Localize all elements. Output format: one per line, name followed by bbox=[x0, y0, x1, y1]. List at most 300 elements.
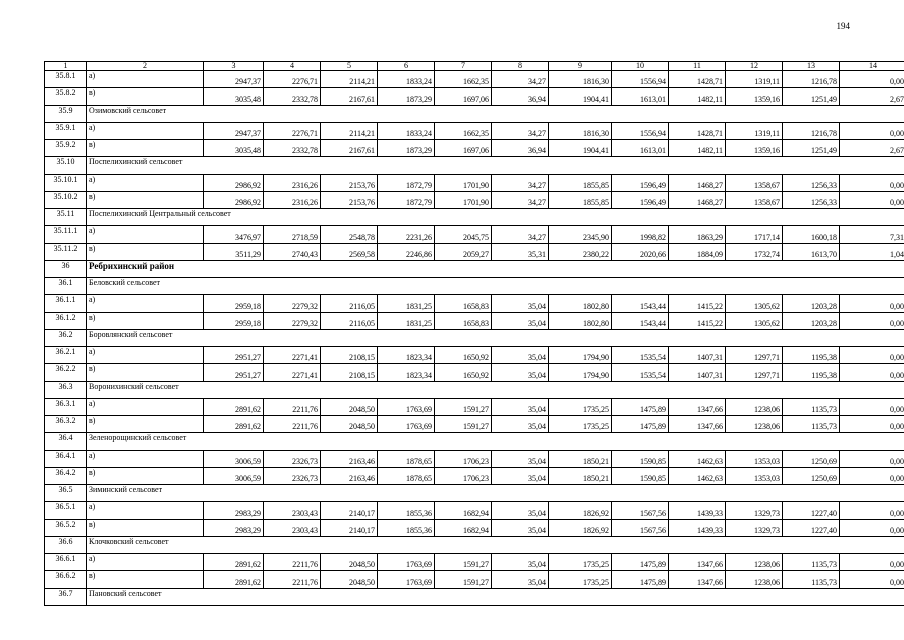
value-cell: 2271,41 bbox=[264, 364, 321, 381]
row-label: Воронихинский сельсовет bbox=[87, 381, 904, 398]
value-cell: 1816,30 bbox=[549, 122, 612, 139]
value-cell: 1706,23 bbox=[435, 467, 492, 484]
value-cell: 1600,18 bbox=[783, 226, 840, 243]
row-code: 36.5.1 bbox=[45, 502, 87, 519]
value-cell: 2718,59 bbox=[264, 226, 321, 243]
value-cell: 1763,69 bbox=[378, 416, 435, 433]
value-cell: 1319,11 bbox=[726, 71, 783, 88]
value-cell: 1238,06 bbox=[726, 571, 783, 588]
value-cell: 1216,78 bbox=[783, 122, 840, 139]
value-cell: 1826,92 bbox=[549, 519, 612, 536]
value-cell: 2959,18 bbox=[204, 295, 264, 312]
row-label: в) bbox=[87, 519, 204, 536]
value-cell: 1855,85 bbox=[549, 174, 612, 191]
row-code: 36.6.1 bbox=[45, 554, 87, 571]
row-code: 36.1.2 bbox=[45, 312, 87, 329]
value-cell: 1135,73 bbox=[783, 398, 840, 415]
value-cell: 3511,29 bbox=[204, 243, 264, 260]
value-cell: 2326,73 bbox=[264, 450, 321, 467]
value-cell: 2211,76 bbox=[264, 571, 321, 588]
value-cell: 2116,05 bbox=[321, 312, 378, 329]
row-label: Озимовский сельсовет bbox=[87, 105, 904, 122]
value-cell: 1415,22 bbox=[669, 295, 726, 312]
value-cell: 1662,35 bbox=[435, 71, 492, 88]
table-row bbox=[45, 71, 904, 88]
row-label: в) bbox=[87, 364, 204, 381]
value-cell: 1658,83 bbox=[435, 312, 492, 329]
value-cell: 2048,50 bbox=[321, 554, 378, 571]
column-header: 11 bbox=[669, 62, 726, 71]
value-cell: 1353,03 bbox=[726, 450, 783, 467]
value-cell: 1,04 bbox=[840, 243, 904, 260]
value-cell: 1863,29 bbox=[669, 226, 726, 243]
value-cell: 1591,27 bbox=[435, 571, 492, 588]
row-label: а) bbox=[87, 295, 204, 312]
table-header bbox=[45, 62, 904, 71]
column-header: 14 bbox=[840, 62, 904, 71]
value-cell: 2211,76 bbox=[264, 398, 321, 415]
value-cell: 1256,33 bbox=[783, 174, 840, 191]
value-cell: 2045,75 bbox=[435, 226, 492, 243]
row-label: Зеленорощинский сельсовет bbox=[87, 433, 904, 450]
value-cell: 1794,90 bbox=[549, 347, 612, 364]
value-cell: 2951,27 bbox=[204, 364, 264, 381]
value-cell: 1135,73 bbox=[783, 554, 840, 571]
value-cell: 2986,92 bbox=[204, 191, 264, 208]
value-cell: 1256,33 bbox=[783, 191, 840, 208]
value-cell: 1763,69 bbox=[378, 571, 435, 588]
value-cell: 0,00 bbox=[840, 191, 904, 208]
value-cell: 2569,58 bbox=[321, 243, 378, 260]
value-cell: 1353,03 bbox=[726, 467, 783, 484]
value-cell: 2,67 bbox=[840, 88, 904, 105]
value-cell: 34,27 bbox=[492, 71, 549, 88]
row-code: 36.7 bbox=[45, 588, 87, 605]
value-cell: 35,04 bbox=[492, 416, 549, 433]
value-cell: 1650,92 bbox=[435, 364, 492, 381]
value-cell: 0,00 bbox=[840, 122, 904, 139]
table-row bbox=[45, 450, 904, 467]
value-cell: 35,04 bbox=[492, 467, 549, 484]
value-cell: 1347,66 bbox=[669, 416, 726, 433]
value-cell: 1250,69 bbox=[783, 467, 840, 484]
value-cell: 2959,18 bbox=[204, 312, 264, 329]
value-cell: 2947,37 bbox=[204, 122, 264, 139]
column-header: 9 bbox=[549, 62, 612, 71]
value-cell: 34,27 bbox=[492, 191, 549, 208]
value-cell: 34,27 bbox=[492, 174, 549, 191]
value-cell: 2891,62 bbox=[204, 554, 264, 571]
table-row bbox=[45, 243, 904, 260]
value-cell: 0,00 bbox=[840, 450, 904, 467]
row-code: 36.4 bbox=[45, 433, 87, 450]
value-cell: 1462,63 bbox=[669, 450, 726, 467]
section-row bbox=[45, 329, 904, 346]
section-row bbox=[45, 381, 904, 398]
row-code: 36.3 bbox=[45, 381, 87, 398]
value-cell: 1439,33 bbox=[669, 502, 726, 519]
value-cell: 2246,86 bbox=[378, 243, 435, 260]
tariff-table bbox=[44, 61, 904, 606]
value-cell: 2114,21 bbox=[321, 71, 378, 88]
value-cell: 1567,56 bbox=[612, 502, 669, 519]
value-cell: 0,00 bbox=[840, 519, 904, 536]
value-cell: 1591,27 bbox=[435, 554, 492, 571]
row-label: а) bbox=[87, 71, 204, 88]
value-cell: 1701,90 bbox=[435, 174, 492, 191]
column-header: 10 bbox=[612, 62, 669, 71]
row-label: в) bbox=[87, 571, 204, 588]
table-row bbox=[45, 226, 904, 243]
value-cell: 1613,01 bbox=[612, 88, 669, 105]
row-code: 36.2.2 bbox=[45, 364, 87, 381]
value-cell: 1904,41 bbox=[549, 88, 612, 105]
value-cell: 2947,37 bbox=[204, 71, 264, 88]
value-cell: 1613,70 bbox=[783, 243, 840, 260]
value-cell: 2231,26 bbox=[378, 226, 435, 243]
value-cell: 1872,79 bbox=[378, 191, 435, 208]
value-cell: 0,00 bbox=[840, 312, 904, 329]
row-code: 36 bbox=[45, 260, 87, 277]
value-cell: 1227,40 bbox=[783, 502, 840, 519]
value-cell: 2048,50 bbox=[321, 571, 378, 588]
value-cell: 1658,83 bbox=[435, 295, 492, 312]
value-cell: 1543,44 bbox=[612, 295, 669, 312]
value-cell: 3006,59 bbox=[204, 467, 264, 484]
row-code: 36.3.2 bbox=[45, 416, 87, 433]
row-code: 36.1 bbox=[45, 278, 87, 295]
value-cell: 2345,90 bbox=[549, 226, 612, 243]
value-cell: 35,04 bbox=[492, 347, 549, 364]
value-cell: 1347,66 bbox=[669, 571, 726, 588]
table-row bbox=[45, 122, 904, 139]
row-code: 36.5 bbox=[45, 485, 87, 502]
value-cell: 2276,71 bbox=[264, 71, 321, 88]
value-cell: 36,94 bbox=[492, 88, 549, 105]
value-cell: 1735,25 bbox=[549, 398, 612, 415]
table-row bbox=[45, 191, 904, 208]
section-row bbox=[45, 157, 904, 174]
value-cell: 1543,44 bbox=[612, 312, 669, 329]
value-cell: 1590,85 bbox=[612, 450, 669, 467]
value-cell: 1878,65 bbox=[378, 450, 435, 467]
value-cell: 0,00 bbox=[840, 571, 904, 588]
value-cell: 1802,80 bbox=[549, 312, 612, 329]
value-cell: 1732,74 bbox=[726, 243, 783, 260]
value-cell: 1305,62 bbox=[726, 295, 783, 312]
page-number: 194 bbox=[836, 21, 850, 31]
section-row bbox=[45, 209, 904, 226]
column-header: 12 bbox=[726, 62, 783, 71]
value-cell: 1415,22 bbox=[669, 312, 726, 329]
value-cell: 2108,15 bbox=[321, 347, 378, 364]
value-cell: 1482,11 bbox=[669, 88, 726, 105]
value-cell: 1359,16 bbox=[726, 88, 783, 105]
value-cell: 34,27 bbox=[492, 122, 549, 139]
column-header: 13 bbox=[783, 62, 840, 71]
column-header: 4 bbox=[264, 62, 321, 71]
value-cell: 2326,73 bbox=[264, 467, 321, 484]
table-row bbox=[45, 554, 904, 571]
value-cell: 1203,28 bbox=[783, 295, 840, 312]
table-row bbox=[45, 295, 904, 312]
table-row bbox=[45, 140, 904, 157]
value-cell: 1697,06 bbox=[435, 140, 492, 157]
value-cell: 2951,27 bbox=[204, 347, 264, 364]
value-cell: 1831,25 bbox=[378, 312, 435, 329]
row-label: Пановский сельсовет bbox=[87, 588, 904, 605]
value-cell: 1850,21 bbox=[549, 467, 612, 484]
row-code: 35.9 bbox=[45, 105, 87, 122]
column-header: 1 bbox=[45, 62, 87, 71]
value-cell: 1195,38 bbox=[783, 347, 840, 364]
value-cell: 1347,66 bbox=[669, 554, 726, 571]
value-cell: 2163,46 bbox=[321, 450, 378, 467]
value-cell: 1475,89 bbox=[612, 554, 669, 571]
row-label: в) bbox=[87, 312, 204, 329]
value-cell: 2048,50 bbox=[321, 398, 378, 415]
value-cell: 1904,41 bbox=[549, 140, 612, 157]
row-label: а) bbox=[87, 347, 204, 364]
row-label: а) bbox=[87, 450, 204, 467]
value-cell: 1873,29 bbox=[378, 88, 435, 105]
column-header: 5 bbox=[321, 62, 378, 71]
value-cell: 2108,15 bbox=[321, 364, 378, 381]
table-row bbox=[45, 467, 904, 484]
table-row bbox=[45, 312, 904, 329]
row-code: 35.10.2 bbox=[45, 191, 87, 208]
row-code: 35.10.1 bbox=[45, 174, 87, 191]
value-cell: 1662,35 bbox=[435, 122, 492, 139]
row-label: в) bbox=[87, 467, 204, 484]
row-label: в) bbox=[87, 88, 204, 105]
row-label: Боровлянский сельсовет bbox=[87, 329, 904, 346]
value-cell: 2211,76 bbox=[264, 554, 321, 571]
value-cell: 1850,21 bbox=[549, 450, 612, 467]
value-cell: 1591,27 bbox=[435, 416, 492, 433]
value-cell: 2153,76 bbox=[321, 174, 378, 191]
value-cell: 1763,69 bbox=[378, 554, 435, 571]
value-cell: 1823,34 bbox=[378, 347, 435, 364]
value-cell: 2983,29 bbox=[204, 502, 264, 519]
value-cell: 1682,94 bbox=[435, 519, 492, 536]
row-label: а) bbox=[87, 226, 204, 243]
value-cell: 1238,06 bbox=[726, 416, 783, 433]
value-cell: 2059,27 bbox=[435, 243, 492, 260]
value-cell: 0,00 bbox=[840, 347, 904, 364]
value-cell: 1475,89 bbox=[612, 571, 669, 588]
row-code: 35.9.1 bbox=[45, 122, 87, 139]
value-cell: 1823,34 bbox=[378, 364, 435, 381]
value-cell: 2983,29 bbox=[204, 519, 264, 536]
value-cell: 35,04 bbox=[492, 295, 549, 312]
row-code: 36.5.2 bbox=[45, 519, 87, 536]
row-code: 36.6 bbox=[45, 536, 87, 553]
value-cell: 1359,16 bbox=[726, 140, 783, 157]
value-cell: 1735,25 bbox=[549, 416, 612, 433]
row-code: 35.11.2 bbox=[45, 243, 87, 260]
value-cell: 0,00 bbox=[840, 398, 904, 415]
value-cell: 1763,69 bbox=[378, 398, 435, 415]
value-cell: 1855,85 bbox=[549, 191, 612, 208]
row-label: Поспелихинский Центральный сельсовет bbox=[87, 209, 904, 226]
value-cell: 1203,28 bbox=[783, 312, 840, 329]
value-cell: 1319,11 bbox=[726, 122, 783, 139]
row-label: Зиминский сельсовет bbox=[87, 485, 904, 502]
value-cell: 0,00 bbox=[840, 295, 904, 312]
value-cell: 1697,06 bbox=[435, 88, 492, 105]
value-cell: 7,31 bbox=[840, 226, 904, 243]
value-cell: 1535,54 bbox=[612, 364, 669, 381]
row-code: 36.2 bbox=[45, 329, 87, 346]
value-cell: 1468,27 bbox=[669, 191, 726, 208]
value-cell: 1439,33 bbox=[669, 519, 726, 536]
value-cell: 3006,59 bbox=[204, 450, 264, 467]
value-cell: 2020,66 bbox=[612, 243, 669, 260]
value-cell: 35,04 bbox=[492, 312, 549, 329]
table-row bbox=[45, 398, 904, 415]
value-cell: 3035,48 bbox=[204, 140, 264, 157]
value-cell: 35,04 bbox=[492, 398, 549, 415]
value-cell: 3476,97 bbox=[204, 226, 264, 243]
row-code: 36.2.1 bbox=[45, 347, 87, 364]
value-cell: 1650,92 bbox=[435, 347, 492, 364]
value-cell: 2114,21 bbox=[321, 122, 378, 139]
row-code: 35.8.2 bbox=[45, 88, 87, 105]
value-cell: 1596,49 bbox=[612, 174, 669, 191]
value-cell: 1475,89 bbox=[612, 398, 669, 415]
value-cell: 1735,25 bbox=[549, 554, 612, 571]
value-cell: 2211,76 bbox=[264, 416, 321, 433]
value-cell: 1251,49 bbox=[783, 140, 840, 157]
value-cell: 2891,62 bbox=[204, 416, 264, 433]
value-cell: 35,31 bbox=[492, 243, 549, 260]
value-cell: 2276,71 bbox=[264, 122, 321, 139]
value-cell: 2316,26 bbox=[264, 174, 321, 191]
value-cell: 35,04 bbox=[492, 502, 549, 519]
value-cell: 0,00 bbox=[840, 467, 904, 484]
value-cell: 1135,73 bbox=[783, 416, 840, 433]
value-cell: 2332,78 bbox=[264, 140, 321, 157]
value-cell: 35,04 bbox=[492, 519, 549, 536]
value-cell: 1195,38 bbox=[783, 364, 840, 381]
value-cell: 2548,78 bbox=[321, 226, 378, 243]
value-cell: 2303,43 bbox=[264, 519, 321, 536]
table-row bbox=[45, 88, 904, 105]
value-cell: 2380,22 bbox=[549, 243, 612, 260]
value-cell: 35,04 bbox=[492, 571, 549, 588]
value-cell: 1794,90 bbox=[549, 364, 612, 381]
value-cell: 1591,27 bbox=[435, 398, 492, 415]
value-cell: 1535,54 bbox=[612, 347, 669, 364]
value-cell: 1305,62 bbox=[726, 312, 783, 329]
value-cell: 35,04 bbox=[492, 554, 549, 571]
table-row bbox=[45, 364, 904, 381]
value-cell: 1347,66 bbox=[669, 398, 726, 415]
column-header: 3 bbox=[204, 62, 264, 71]
value-cell: 1706,23 bbox=[435, 450, 492, 467]
row-code: 36.3.1 bbox=[45, 398, 87, 415]
district-row bbox=[45, 260, 904, 277]
value-cell: 1855,36 bbox=[378, 519, 435, 536]
value-cell: 0,00 bbox=[840, 71, 904, 88]
value-cell: 1682,94 bbox=[435, 502, 492, 519]
value-cell: 1873,29 bbox=[378, 140, 435, 157]
value-cell: 0,00 bbox=[840, 554, 904, 571]
value-cell: 2167,61 bbox=[321, 140, 378, 157]
value-cell: 0,00 bbox=[840, 174, 904, 191]
section-row bbox=[45, 105, 904, 122]
value-cell: 1590,85 bbox=[612, 467, 669, 484]
value-cell: 2316,26 bbox=[264, 191, 321, 208]
value-cell: 1855,36 bbox=[378, 502, 435, 519]
column-header: 8 bbox=[492, 62, 549, 71]
table-row bbox=[45, 502, 904, 519]
value-cell: 1816,30 bbox=[549, 71, 612, 88]
value-cell: 1613,01 bbox=[612, 140, 669, 157]
value-cell: 1802,80 bbox=[549, 295, 612, 312]
value-cell: 2163,46 bbox=[321, 467, 378, 484]
row-code: 36.1.1 bbox=[45, 295, 87, 312]
row-code: 35.10 bbox=[45, 157, 87, 174]
value-cell: 1407,31 bbox=[669, 364, 726, 381]
value-cell: 1250,69 bbox=[783, 450, 840, 467]
value-cell: 36,94 bbox=[492, 140, 549, 157]
table-body bbox=[45, 71, 904, 606]
section-row bbox=[45, 588, 904, 605]
row-label: Клочковский сельсовет bbox=[87, 536, 904, 553]
value-cell: 35,04 bbox=[492, 450, 549, 467]
column-header: 2 bbox=[87, 62, 204, 71]
value-cell: 1329,73 bbox=[726, 502, 783, 519]
table-row bbox=[45, 174, 904, 191]
row-code: 36.4.2 bbox=[45, 467, 87, 484]
row-code: 36.6.2 bbox=[45, 571, 87, 588]
value-cell: 0,00 bbox=[840, 416, 904, 433]
value-cell: 1826,92 bbox=[549, 502, 612, 519]
value-cell: 1833,24 bbox=[378, 122, 435, 139]
value-cell: 34,27 bbox=[492, 226, 549, 243]
value-cell: 1238,06 bbox=[726, 398, 783, 415]
value-cell: 2271,41 bbox=[264, 347, 321, 364]
row-code: 36.4.1 bbox=[45, 450, 87, 467]
value-cell: 1297,71 bbox=[726, 347, 783, 364]
value-cell: 1556,94 bbox=[612, 71, 669, 88]
value-cell: 1227,40 bbox=[783, 519, 840, 536]
value-cell: 1878,65 bbox=[378, 467, 435, 484]
row-label: а) bbox=[87, 554, 204, 571]
value-cell: 1468,27 bbox=[669, 174, 726, 191]
value-cell: 1735,25 bbox=[549, 571, 612, 588]
value-cell: 1135,73 bbox=[783, 571, 840, 588]
value-cell: 2140,17 bbox=[321, 519, 378, 536]
value-cell: 2153,76 bbox=[321, 191, 378, 208]
value-cell: 1482,11 bbox=[669, 140, 726, 157]
value-cell: 0,00 bbox=[840, 502, 904, 519]
value-cell: 1872,79 bbox=[378, 174, 435, 191]
section-row bbox=[45, 485, 904, 502]
value-cell: 2048,50 bbox=[321, 416, 378, 433]
row-code: 35.11 bbox=[45, 209, 87, 226]
value-cell: 2332,78 bbox=[264, 88, 321, 105]
value-cell: 3035,48 bbox=[204, 88, 264, 105]
row-label: а) bbox=[87, 502, 204, 519]
value-cell: 1329,73 bbox=[726, 519, 783, 536]
value-cell: 1358,67 bbox=[726, 174, 783, 191]
value-cell: 0,00 bbox=[840, 364, 904, 381]
value-cell: 1407,31 bbox=[669, 347, 726, 364]
value-cell: 1556,94 bbox=[612, 122, 669, 139]
